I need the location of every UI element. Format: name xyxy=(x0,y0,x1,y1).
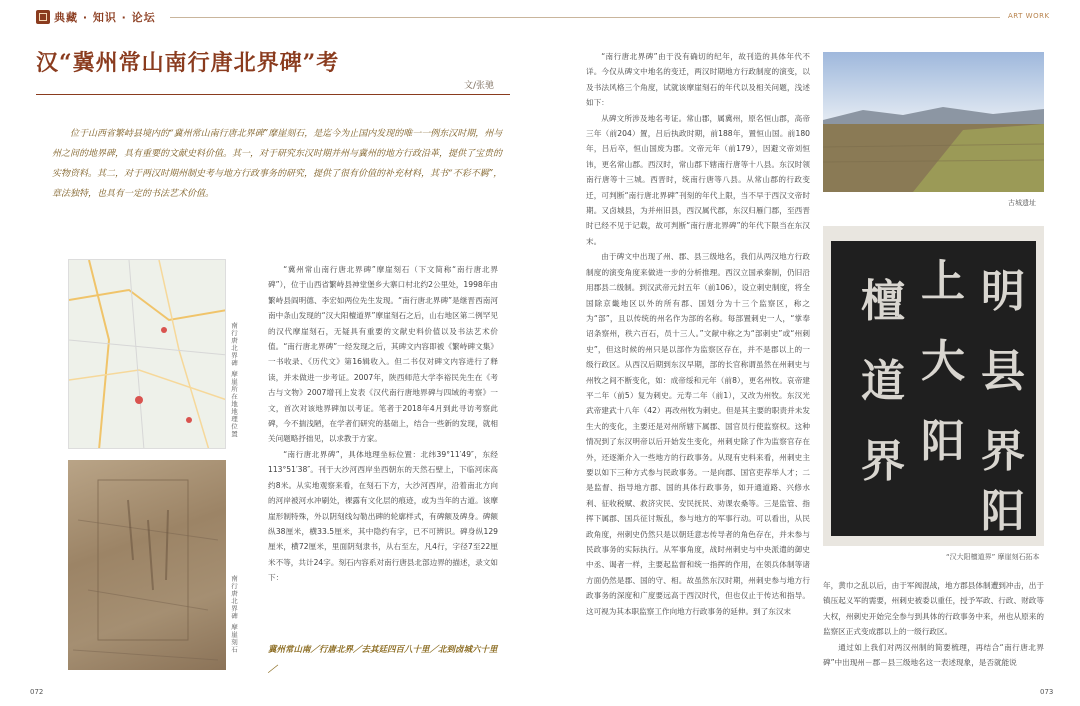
rubbing-graphic xyxy=(823,226,1044,546)
map-graphic xyxy=(69,260,226,449)
header-right-label: ART WORK xyxy=(1008,12,1050,20)
landscape-graphic xyxy=(823,52,1044,192)
rubbing-image xyxy=(823,226,1044,546)
rubbing-caption: “汉大阳檀道界” 摩崖刻石拓本 xyxy=(946,553,1040,561)
right-body-column xyxy=(823,578,1044,686)
title-rule xyxy=(36,94,510,95)
paragraph: 年，黄巾之乱以后，由于军阀混战，地方郡县体制遭到冲击，出于镇压起义军的需要，州刺史被委以重任，授予军政、行政、财政等大权，州刺史开始完全参与到具体的行政事务中来，州也从原来的监察区正式变成郡以上的一级行政区。 xyxy=(823,581,1044,637)
map-caption: 南行唐北界碑 摩崖所在地地理位置 xyxy=(230,322,238,438)
inscription-transcription: 冀州常山南／行唐北界／去其廷四百八十里／北到卤城六十里／ xyxy=(268,645,498,675)
paragraph: “冀州常山南行唐北界碑”摩崖刻石（下文简称“南行唐北界碑”），位于山西省繁峙县神堂堡乡大寨口村北约2公里处，1998年由繁峙县阎明德、李宏如两位先生发现。“南行唐北界碑”是继晋西南河南中条山发现的“汉大阳檀道界”摩崖刻石之后，山右地区第二例罕见的汉代摩崖刻石，无疑具有重要的文献史料价值以及书法艺术价值。“南行唐北界碑”一经发现之后，其碑文内容即被《繁峙碑文集》一书收录、《历代文》第16辑收入。但二书仅对碑文内容进行了释读，并未做进一步考证。2007年，陕西师范大学李裕民先生在《考古与文物》2007增刊上发表《汉代南行唐地界碑与四域的考察》一文，首次对该地界碑加以考证。笔者于2018年4月到此寻访考察此碑，今不揣浅陋，在学者们研究的基础上，结合一些新的发现，就相关问题略抒拙见，以求教于方家。 xyxy=(268,265,498,444)
ancient-city-site-photo xyxy=(823,52,1044,192)
rubbing-char: 县 xyxy=(981,346,1025,397)
rubbing-char: 界 xyxy=(981,426,1025,477)
article-title: 汉“冀州常山南行唐北界碑”考 xyxy=(36,50,340,76)
rubbing-char: 界 xyxy=(861,436,905,487)
paragraph: 通过如上我们对两汉州制的简要梳理，再结合“南行唐北界碑”中出现州－郡－县三级地名这一表述现象，是否就能说 xyxy=(823,642,1044,668)
left-page-number: 072 xyxy=(30,688,44,696)
middle-body-column xyxy=(586,49,810,685)
paragraph: “南行唐北界碑”，具体地理坐标位置：北纬39°11′49″，东经113°51′38″。刊于大沙河西岸坐西朝东的天然石壁上，下临河床高约8米。从实地观察来看，在刻石下方，大沙河西岸，沿着南北方向的河岸被河水冲刷处，裸露有文化层的痕迹，或为当年的古道。该摩崖形制特殊，外以阴刻线勾勒出碑的轮廓样式，有碑额及碑身。碑额纵38厘米，横33.5厘米，其中隐约有字，已不可辨识。碑身纵129厘米，横72厘米，里面阴刻隶书，从右至左，凡4行，字径7至22厘米不等，共计24字。刻石内容系对南行唐县北部边界的描述，录文如下： xyxy=(268,449,498,583)
section-category: 典藏 · 知识 · 论坛 xyxy=(54,11,156,24)
article-abstract: 位于山西省繁峙县境内的“冀州常山南行唐北界碑”摩崖刻石，是迄今为止国内发现的唯一一例东汉时期，州与州之间的地界碑，具有重要的文献史料价值。其一，对于研究东汉时期并州与冀州的地方行政沿革，提供了宝贵的实物资料。其二，对于两汉时期州制史考与地方行政事务的研究，提供了很有价值的补充材料，其书“不彩不羁”，章法独特，也具有一定的书法艺术价值。 xyxy=(52,129,503,199)
header-rule xyxy=(170,17,1000,18)
rubbing-char: 阳 xyxy=(981,486,1025,537)
rubbing-char: 上 xyxy=(921,256,965,307)
paragraph: “南行唐北界碑”由于没有确切的纪年，故刊造的具体年代不详。今仅从碑文中地名的变迁，两汉时期地方行政制度的演变，以及书法风格三个角度，试就该摩崖刻石的年代以及相关问题，浅述如下： xyxy=(586,52,810,108)
paragraph: 由于碑文中出现了州、郡、县三级地名，我们从两汉地方行政制度的演变角度来做进一步的分析推理。西汉立国承秦制，仍旧沿用郡县二级制。到汉武帝元封五年（前106），设立刺史制度，将全国除京畿地区以外的所有郡、国划分为十三个监察区，称之为“部”，且以传统的州名作为部的名称。每部置刺史一人，“掌奉诏条察州，秩六百石，员十三人。”文献中称之为“部刺史”或“州刺史”，但这时候的州只是以部作为监察区存在，并不是郡以上的一级行政区。从西汉后期到东汉早期，部的长官称谓虽然在州刺史与州牧之间不断变化，如：成帝绥和元年（前8），更名州牧。哀帝建平二年（前5）复为刺史。元寿二年（前1），又改为州牧。东汉光武帝建武十八年（42）再改州牧为刺史。但是其主要的职责并未发生大的变化，主要还是对州所辖下属郡、国官员行使监察权。这种情况到了东汉明帝以后开始发生变化，州刺史除了作为监察官存在外，还逐渐介入一些地方的行政事务。从现有史料来看，州刺史主要以如下三种方式参与民政事务。一是向郡、国官吏荐举人才；二是监督、指导地方郡、国的具体行政事务，如开通道路、兴修水利、征收税赋、救济灾民、安民抚民、劝课农桑等。三是监管、指挥下属郡、国兵征讨叛乱，参与地方的军事行动。可以看出，从民政角度，州刺史仍然只是以朝廷意志传导者的角色存在，并未参与民政事务的实际执行。从军事角度，战时州刺史与中央派遣的御史中丞、谒者一样，主要起监督和统一指挥的作用，在领兵体制等诸方面仍然是郡、国的守、相。故虽然东汉时期，州刺史参与地方行政事务的深度和广度要远高于西汉时代，但也仅止于传达和指导。这可视为其本职监察工作向地方行政事务的延伸。到了东汉末 xyxy=(586,252,810,616)
rubbing-char: 道 xyxy=(861,356,905,407)
article-author: 文/张驰 xyxy=(464,81,495,91)
location-map-image xyxy=(68,259,226,449)
stele-photo-graphic xyxy=(68,460,226,670)
stele-caption: 南行唐北界碑 摩崖刻石 xyxy=(230,575,238,654)
rubbing-char: 阳 xyxy=(921,416,965,467)
magazine-logo-icon xyxy=(36,10,50,24)
rubbing-char: 檀 xyxy=(861,276,905,327)
rubbing-char: 大 xyxy=(921,336,965,387)
landscape-caption: 古城遗址 xyxy=(1008,199,1036,207)
paragraph: 从碑文所涉及地名考证。常山郡，属冀州，原名恒山郡，高帝三年（前204）置，吕后执政时期，前188年，置恒山国。前180年，吕后卒，恒山国废为郡。文帝元年（前179），因避文帝刘恒讳，更名常山郡。西汉时，常山郡下辖南行唐等十八县。东汉时领南行唐等十三城。西晋时，统南行唐等八县。从常山郡的行政变迁，可判断“南行唐北界碑”刊刻的年代上限，当不早于西汉文帝时期。又卤城县，为并州旧县，西汉属代郡，东汉归雁门郡，至西晋时已经不见于记载，故可判断“南行唐北界碑”的年代下限当在东汉末。 xyxy=(586,113,810,246)
stele-photo xyxy=(68,460,226,670)
rubbing-char: 明 xyxy=(981,266,1025,317)
right-page-number: 073 xyxy=(1040,688,1054,696)
left-body-column xyxy=(268,262,498,634)
